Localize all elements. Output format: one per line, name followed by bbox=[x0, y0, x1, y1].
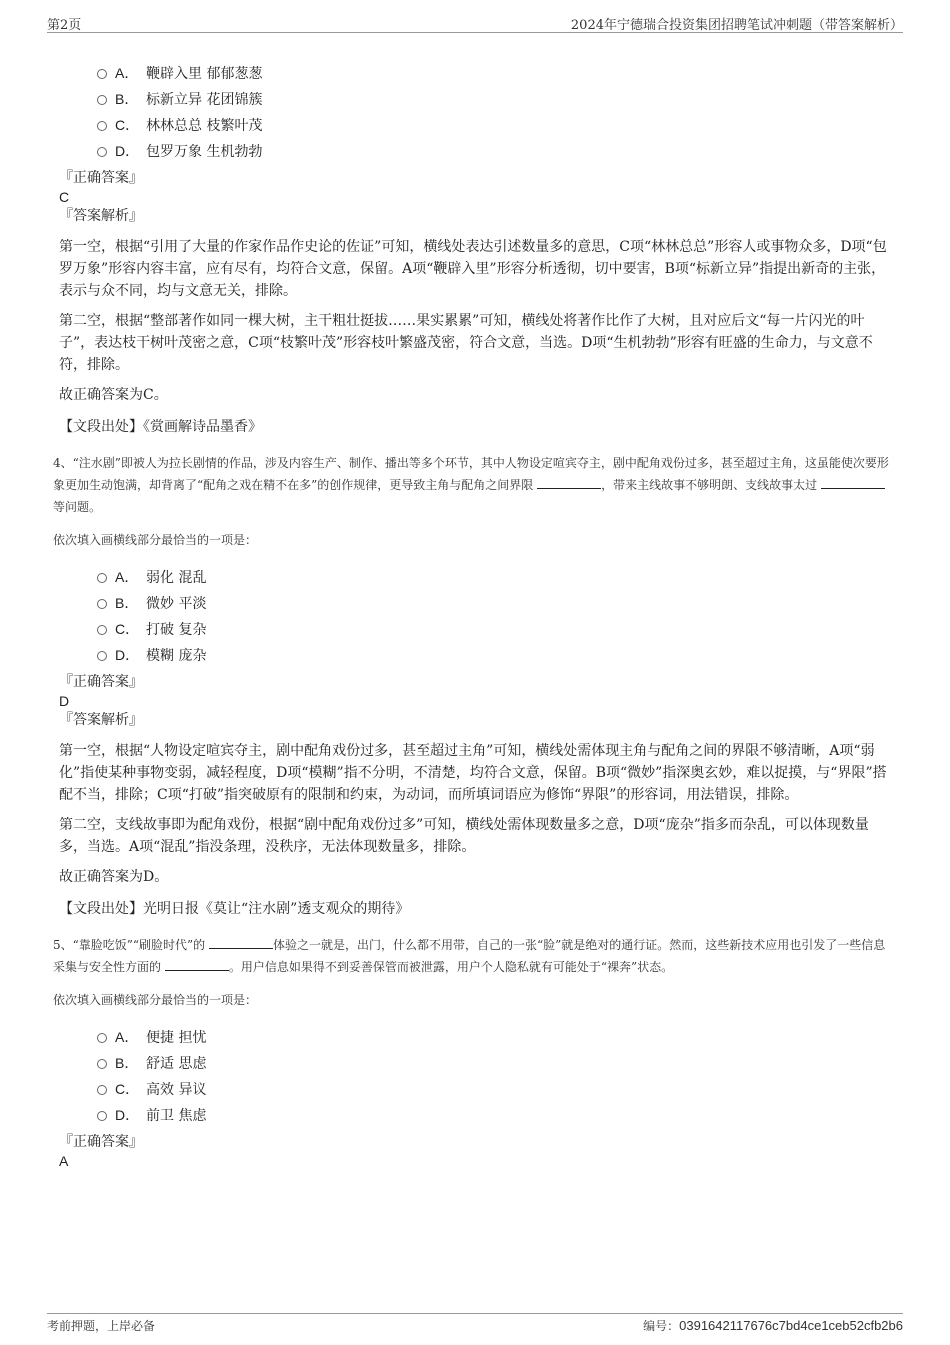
document-title: 2024年宁德瑞合投资集团招聘笔试冲刺题（带答案解析） bbox=[570, 18, 903, 33]
q5-answer-label: 『正确答案』 bbox=[59, 1134, 143, 1150]
page-number: 第2页 bbox=[47, 18, 82, 33]
q3-answer-label: 『正确答案』 bbox=[59, 170, 143, 186]
radio-icon[interactable] bbox=[97, 625, 107, 635]
q5-stem: 5、“靠脸吃饭”“刷脸时代”的 体验之一就是，出门，什么都不用带，自己的一张“脸”就是绝对的通行证。然而，这些新技术应用也引发了一些信息采集与安全性方面的 。用户信息如果得不到妥善保管而被泄露，用户个人隐私就有可能处于“裸奔”状态。 bbox=[53, 938, 886, 974]
q5-option-d[interactable]: D． 前卫 焦虑 bbox=[97, 1102, 890, 1128]
q3-option-a[interactable]: A． 鞭辟入里 郁郁葱葱 bbox=[97, 60, 890, 86]
q5-option-b[interactable]: B． 舒适 思虑 bbox=[97, 1050, 890, 1076]
q5-option-c[interactable]: C． 高效 异议 bbox=[97, 1076, 890, 1102]
q4-answer-label: 『正确答案』 bbox=[59, 674, 143, 690]
q4-options bbox=[97, 564, 890, 668]
radio-icon[interactable] bbox=[97, 1059, 107, 1069]
q5-options bbox=[97, 1024, 890, 1128]
q3-option-c[interactable]: C． 林林总总 枝繁叶茂 bbox=[97, 112, 890, 138]
radio-icon[interactable] bbox=[97, 121, 107, 131]
q5-blank-2 bbox=[165, 958, 229, 971]
radio-icon[interactable] bbox=[97, 651, 107, 661]
radio-icon[interactable] bbox=[97, 599, 107, 609]
page-footer bbox=[47, 1313, 903, 1336]
radio-icon[interactable] bbox=[97, 1111, 107, 1121]
footer-code: 编号：0391642117676c7bd4ce1ceb52cfb2b6 bbox=[643, 1318, 903, 1333]
q5-blank-1 bbox=[209, 936, 273, 949]
q5-answer: A bbox=[59, 1153, 69, 1169]
q4-option-d[interactable]: D． 模糊 庞杂 bbox=[97, 642, 890, 668]
page-content bbox=[53, 50, 890, 1170]
radio-icon[interactable] bbox=[97, 69, 107, 79]
q4-source: 【文段出处】光明日报《莫让“注水剧”透支观众的期待》 bbox=[59, 901, 410, 917]
q3-source: 【文段出处】《赏画解诗品墨香》 bbox=[59, 419, 262, 435]
q5-option-a[interactable]: A． 便捷 担忧 bbox=[97, 1024, 890, 1050]
q4-option-b[interactable]: B． 微妙 平淡 bbox=[97, 590, 890, 616]
page-header bbox=[47, 12, 903, 33]
q3-answer: C bbox=[59, 189, 70, 205]
radio-icon[interactable] bbox=[97, 1033, 107, 1043]
q3-option-b[interactable]: B． 标新立异 花团锦簇 bbox=[97, 86, 890, 112]
q4-blank-2 bbox=[821, 476, 885, 489]
radio-icon[interactable] bbox=[97, 1085, 107, 1095]
radio-icon[interactable] bbox=[97, 95, 107, 105]
footer-slogan: 考前押题，上岸必备 bbox=[47, 1319, 156, 1333]
radio-icon[interactable] bbox=[97, 147, 107, 157]
q3-options bbox=[97, 60, 890, 164]
q4-option-c[interactable]: C． 打破 复杂 bbox=[97, 616, 890, 642]
q4-option-a[interactable]: A． 弱化 混乱 bbox=[97, 564, 890, 590]
q4-instruction: 依次填入画横线部分最恰当的一项是： bbox=[53, 533, 258, 547]
q5-instruction: 依次填入画横线部分最恰当的一项是： bbox=[53, 993, 258, 1007]
q4-analysis-3: 故正确答案为D。 bbox=[59, 869, 169, 885]
radio-icon[interactable] bbox=[97, 573, 107, 583]
q3-analysis-1: 第一空，根据“引用了大量的作家作品作史论的佐证”可知，横线处表达引述数量多的意思，C项“林林总总”形容人或事物众多，D项“包罗万象”形容内容丰富，应有尽有，均符合文意，保留。A项“鞭辟入里”形容分析透彻，切中要害，B项“标新立异”指提出新奇的主张，表示与众不同，均与文意无关，排除。 bbox=[59, 239, 887, 299]
q4-answer: D bbox=[59, 693, 70, 709]
q4-analysis-2: 第二空，支线故事即为配角戏份，根据“剧中配角戏份过多”可知，横线处需体现数量多之意，D项“庞杂”指多而杂乱，可以体现数量多，当选。A项“混乱”指没条理，没秩序，无法体现数量多，排除。 bbox=[59, 817, 869, 855]
q3-option-d[interactable]: D． 包罗万象 生机勃勃 bbox=[97, 138, 890, 164]
q3-analysis-2: 第二空，根据“整部著作如同一棵大树，主干粗壮挺拔……果实累累”可知，横线处将著作比作了大树，且对应后文“每一片闪光的叶子”，表达枝干树叶茂密之意，C项“枝繁叶茂”形容枝叶繁盛茂密，符合文意，当选。D项“生机勃勃”形容有旺盛的生命力，与文意不符，排除。 bbox=[59, 313, 873, 373]
q4-stem: 4、“注水剧”即被人为拉长剧情的作品，涉及内容生产、制作、播出等多个环节，其中人物设定喧宾夺主，剧中配角戏份过多，甚至超过主角，这虽能使次要形象更加生动饱满，却背离了“配角之戏在精不在多”的创作规律，更导致主角与配角之间界限 ，带来主线故事不够明朗、支线故事太过 等问题。 bbox=[53, 456, 889, 514]
q3-analysis-label: 『答案解析』 bbox=[59, 208, 143, 224]
q4-blank-1 bbox=[537, 476, 601, 489]
q3-analysis-3: 故正确答案为C。 bbox=[59, 387, 168, 403]
q4-analysis-label: 『答案解析』 bbox=[59, 712, 143, 728]
q4-analysis-1: 第一空，根据“人物设定喧宾夺主，剧中配角戏份过多，甚至超过主角”可知，横线处需体现主角与配角之间的界限不够清晰，A项“弱化”指使某种事物变弱，减轻程度，D项“模糊”指不分明，不清楚，均符合文意，保留。B项“微妙”指深奥玄妙，难以捉摸，与“界限”搭配不当，排除；C项“打破”指突破原有的限制和约束，为动词，而所填词语应为修饰“界限”的形容词，用法错误，排除。 bbox=[59, 743, 887, 803]
